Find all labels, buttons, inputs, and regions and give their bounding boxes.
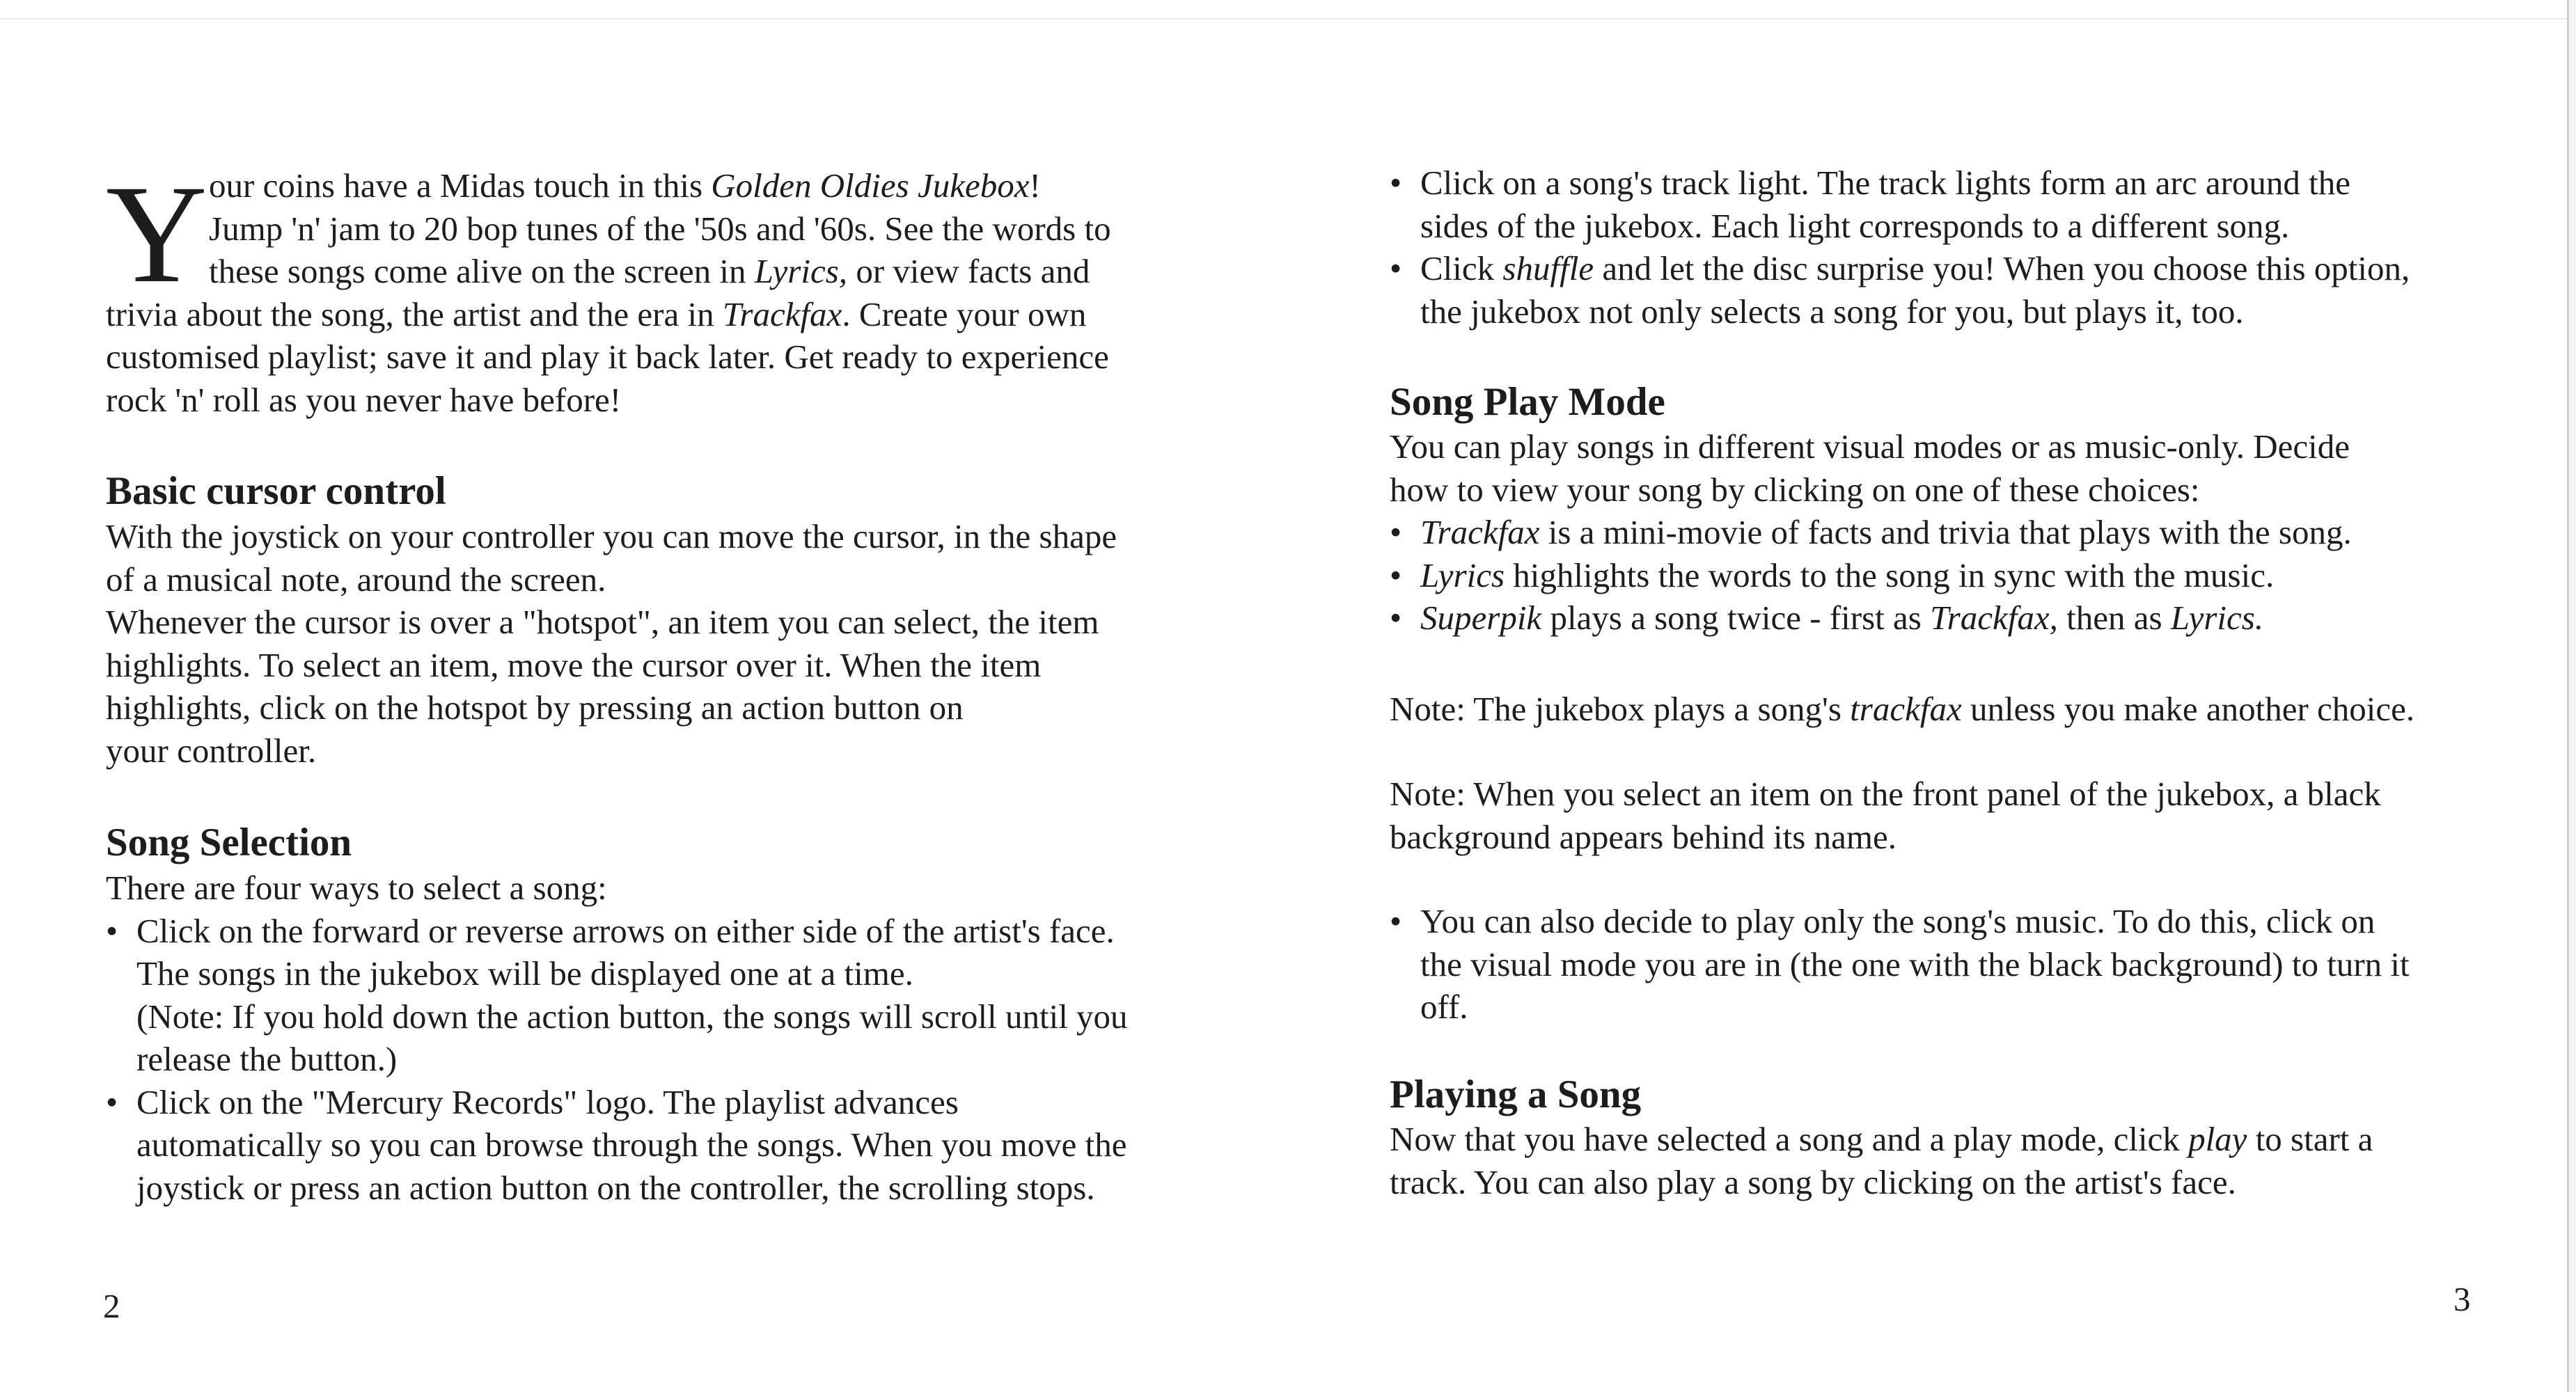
playing-a-song-section — [1390, 1072, 2490, 1203]
mode-option-trackfax: • Trackfax is a mini-movie of facts and trivia that plays with the song. — [1390, 511, 2490, 554]
intro-line-1: our coins have a Midas touch in this Golden Oldies Jukebox! — [209, 166, 1041, 205]
selection-bullets-continued — [1390, 161, 2490, 333]
cursor-line-1: With the joystick on your controller you can move the cursor, in the shape — [106, 517, 1117, 555]
cursor-line-3: Whenever the cursor is over a "hotspot", an item you can select, the item — [106, 603, 1099, 641]
cursor-line-2: of a musical note, around the screen. — [106, 560, 606, 599]
intro-line-2: Jump 'n' jam to 20 bop tunes of the '50s and '60s. See the words to — [209, 209, 1111, 248]
basic-cursor-section — [106, 468, 1192, 772]
mode-option-superpik: • Superpik plays a song twice - first as Trackfax, then as Lyrics. — [1390, 596, 2490, 640]
page-number-right: 3 — [2453, 1280, 2471, 1318]
mode-line-1: You can play songs in different visual modes or as music-only. Decide — [1390, 427, 2350, 466]
right-page-edge — [2567, 0, 2576, 1392]
song-selection-section — [106, 820, 1192, 1209]
playing-a-song-heading: Playing a Song — [1390, 1073, 1642, 1116]
mode-option-lyrics: • Lyrics highlights the words to the song in sync with the music. — [1390, 554, 2490, 597]
mode-line-2: how to view your song by clicking on one of these choices: — [1390, 470, 2200, 509]
selection-bullet-shuffle: • Click shuffle and let the disc surprise you! When you choose this option, the jukebox not only selects a song for you, but plays it, too. — [1390, 247, 2490, 333]
cursor-line-6: your controller. — [106, 731, 317, 770]
drop-cap: Y — [106, 156, 207, 312]
selection-bullet-track-light: • Click on a song's track light. The track lights form an arc around the sides of the jukebox. Each light corresponds to a different song. — [1390, 161, 2490, 247]
song-selection-heading: Song Selection — [106, 821, 352, 864]
note-black-background: Note: When you select an item on the front panel of the jukebox, a black background appears behind its name. — [1390, 775, 2381, 856]
right-page — [1390, 0, 2490, 1392]
song-play-mode-heading: Song Play Mode — [1390, 380, 1665, 424]
selection-intro: There are four ways to select a song: — [106, 869, 607, 907]
song-play-mode-section — [1390, 379, 2490, 640]
playing-line-1: Now that you have selected a song and a play mode, click play to start a — [1390, 1120, 2373, 1158]
selection-bullet-arrows: • Click on the forward or reverse arrows on either side of the artist's face. The songs in the jukebox will be displayed one at a time. (Note: If you hold down the action button, the songs will scroll until you release the button.) — [106, 910, 1192, 1081]
cursor-line-5: highlights, click on the hotspot by pressing an action button on — [106, 688, 964, 727]
left-page — [103, 0, 1192, 1392]
intro-line-5: customised playlist; save it and play it back later. Get ready to experience — [106, 338, 1109, 376]
playing-line-2: track. You can also play a song by clicking on the artist's face. — [1390, 1162, 2236, 1201]
intro-line-6: rock 'n' roll as you never have before! — [106, 380, 622, 419]
intro-line-3: these songs come alive on the screen in Lyrics, or view facts and — [209, 252, 1090, 290]
cursor-line-4: highlights. To select an item, move the cursor over it. When the item — [106, 645, 1042, 684]
intro-line-4: trivia about the song, the artist and the era in Trackfax. Create your own — [106, 294, 1087, 333]
note-trackfax-default: Note: The jukebox plays a song's trackfax unless you make another choice. — [1390, 690, 2415, 728]
page-number-left: 2 — [103, 1287, 120, 1325]
music-only-bullet: • You can also decide to play only the song's music. To do this, click on the visual mode you are in (the one with the black background) to turn it off. — [1390, 900, 2490, 1029]
basic-cursor-heading: Basic cursor control — [106, 469, 446, 513]
intro-paragraph — [106, 156, 1192, 421]
selection-bullet-logo: • Click on the "Mercury Records" logo. The playlist advances automatically so you can browse through the songs. When you move the joystick or press an action button on the controller, the scrolling stops. — [106, 1081, 1192, 1210]
